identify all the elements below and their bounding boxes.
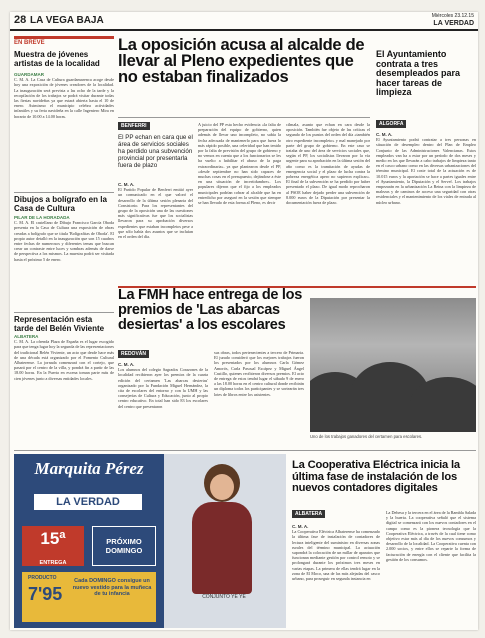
en-breve-label: EN BREVE [14, 36, 114, 46]
coop-col2: La Dehesa y la tercera en el área de la Rambla Salada y la huerta. La cooperativa señaló que el sistema digital se comenzará con los nuevos contadores en el campo como es la pionera tecnología que la Cooperativa Eléctrica, a través de la cual tiene como objetivo estar más al día de los nuevos consumos y desarrollo de la localidad. La Cooperativa cuenta con 2.000 socios, y entre ellos se reparte la forma de facturación de energía con el cliente que facilita la gestión de los consumos. [386, 510, 476, 562]
right-headline: El Ayuntamiento contrata a tres desempleados para hacer tareas de limpieza [376, 49, 461, 97]
brief3-title: Representación esta tarde del Belén Viviente [14, 312, 114, 333]
ad-price: 7'95 [28, 584, 63, 604]
brief1-text: C. M. A. La Casa de Cultura guardamarenca acoge desde hoy una exposición de jóvenes creadores de la localidad. La inauguración será prevista a las ocho de la tarde y la recopilación de los trabajos se podrá visitar durante todas las fiestas navideñas ya que estará abierta hasta el 10 de enero. Asimismo el municipio celebra actividades infantiles y su feria navideña en la calle Ingeniero Mira en horario de 10.00 a 14.00 horas. [14, 77, 114, 119]
ad-price-note: Cada DOMINGO consigue un nuevo vestido para la muñeca de tu infancia [72, 578, 152, 597]
newspaper-name: LA VERDAD [433, 20, 474, 27]
newspaper-page [10, 12, 478, 630]
divider [14, 450, 476, 451]
fmh-col2: sus obras, todos pertenecientes a tercero de Primaria. El jurado consideró que los mejores trabajos fueron los presentados por los alumnos Carla Gómez Amorós, Carla Pascual Escápez y Miguel Ángel Castillo, quienes recibieron diversos premios. El acto de entrega de estos tendrá lugar el sábado 9 de enero a las 18.00 horas en el centro cultural donde recibirán un diploma todos los participantes y se sortearán tres lotes de libros entre los asistentes. [214, 350, 304, 397]
main-place: BENFERRI [118, 122, 150, 130]
ad-delivery-num: 15ª [40, 529, 66, 548]
coop-col1 [292, 524, 380, 628]
doll-advertisement [14, 454, 286, 628]
fmh-col1 [118, 362, 208, 446]
brief1-body [14, 72, 114, 187]
ad-delivery-box [22, 526, 84, 566]
fmh-byline: C. M. A. [118, 362, 135, 367]
coop-headline: La Cooperativa Eléctrica inicia la última fase de instalación de los nuevos contadores digitales [292, 459, 460, 494]
right-text: El Ayuntamiento podrá contratar a tres personas en situación de desempleo dentro del Plan de Empleo Conjunto de las Administraciones Valencianas. Estos empleados van ha a estar por un período de dos meses y medio en los que llevarán a cabo trabajos de limpieza tanto en el casco urbano como en las diversas urbanizaciones del término municipal. El coste total de la actuación es de 10.015 euros y la aportación se hace a partes iguales entre el Ayuntamiento, la Diputación y el Servef. Los trabajos empezarán en la urbanización La Reina con la limpieza de malezas y de caminos de acceso una seguridad con otras residenciales y el mantenimiento de los viales de entrada al núcleo urbano. [376, 137, 476, 205]
main-deck: El PP echan en cara que el área de servicios sociales ha perdido una subvención provincial por presentarla fuera de plazo [118, 134, 193, 169]
brief1-title: Muestra de jóvenes artistas de la localidad [14, 50, 100, 68]
ad-delivery-label: ENTREGA [39, 560, 67, 566]
main-headline: La oposición acusa al alcalde de llevar al Pleno expedientes que no estaban finalizados [118, 36, 365, 86]
fmh-headline: La FMH hace entrega de los premios de 'Las abarcas desiertas' a los escolares [118, 287, 302, 333]
ad-newspaper: LA VERDAD [34, 494, 142, 510]
right-body [376, 132, 476, 282]
page-header [10, 12, 478, 31]
divider [118, 117, 370, 118]
ad-panel [14, 454, 164, 628]
fmh-place: REDOVÁN [118, 350, 149, 358]
brief3-text: C. M. A. La ofrenda Plaza de España es el lugar escogido para que tenga lugar hoy la segunda de las representaciones del tradicional Belén Viviente, un acto que desde hace más de una década está organizado por el Fomento Cultural Albaterense. La jornada comenzará con el cortejo, que pasará por el centro de la villa, y pondrá fin a partir de las 18.00 horas. En la Puerta en escena toman parte más de cien jóvenes junto a diversas entidades locales. [14, 339, 114, 381]
ad-price-label: PRODUCTO [28, 575, 57, 581]
ad-brand: Marquita Pérez [34, 459, 144, 478]
coop-col1-text: La Cooperativa Eléctrica Albaterense ha comenzado la última fase de instalación de contadores de lectura inteligente del suministro en diversas zonas rurales del término municipal. La actuación supondrá la colocación de un millar de aparatos que funcionan mediante gestión por control remoto y se prolongará durante los próximos tres meses en varias etapas. La primera de ellas tendrá lugar en la zona de El Moco, una de las más alejadas del casco urbano, para proseguir en segunda instancia en [292, 529, 380, 582]
brief2-place: PILAR DE LA HORADADA [14, 215, 70, 220]
main-col1 [118, 182, 193, 282]
brief2-text: C. M. A. El castellano de Dibujo Francisco García Oboda presenta en la Casa de Cultura una exposición de obras creadas a bolígrafo que se titula 'Bolígrafitas de Oboda'. El propio autor detalló en la inauguración que son 15 cuadros entre fechas de numerosos y diferentes temas que buscan crear un contraste entre luces y sombras además de darse de perspectiva a los mismos. La muestra podrá ser visitada hasta el próximo 5 de enero. [14, 220, 114, 262]
right-place: ALGORFA [376, 120, 406, 128]
doll-face [210, 474, 234, 500]
main-col3: cilmala, asunto que echan en cara desde la oposición. También fue objeto de las críticas el segundo de los puntos del orden del día «también otro expediente incompleto» y mal manejado por parte del grupo de gobierno. En este caso se trataba de uno del área de servicios sociales que, según el PP, los socialistas llevaron por la vía urgente para su aprobación en la última sesión del año como es la tramitación de ayudas de emergencia social y el plazo de lucha contra la pobreza energética apero no supieron explicar». El final de la subvención se ha perdido por haber presentado el plazo. De igual modo reprocharon al PSOE haber dejado perder una subvención de 8.000 euros de la Diputación por presentar la documentación fuera de plazo. [286, 122, 370, 206]
main-col1-text: El Partido Popular de Benferri emitió ayer un comunicado en el que valoró el desarrollo de la última sesión plenaria del Consistorio. Para los representantes del grupo de la oposición una de las cuestiones más significativas fue que los socialistas llevaron para su aprobación diversos expedientes que estaban incompletos pese a que sólo había dos asuntos que se incluían en el orden del día. [118, 187, 193, 240]
photo-figure [410, 377, 476, 432]
brief2-title: Dibujos a bolígrafo en la Casa de Cultura [14, 192, 114, 213]
page-number: 28 [14, 14, 27, 26]
main-col2: A juicio del PP esta hecho evidencia «la falta de preparación del equipo de gobierno, quien además de llevar uno incompleto, no sabía la fecha adecuada de mantenerlo para que fuera lo más rápido posible, una celeridad que han tenido por la falta de previsión del grupo de gobierno y no vemos en cuenta que a los funcionarios se les ha vuelto a habilitar el abuso de la paga extraordinaria». ya que plantearon desde el PP, «desde septiembre no han sido capaces de muchas cosas en el presupuesto, dejándose a éste en una situación de incertidumbre». Los populares dijeron que el fijo a los empleados municipales podrían cobrar al alcalde que ha en entredicho por aseguró en la sesión que siempre se han llevado de esta forma al Pleno, es decir [198, 122, 281, 206]
students-photo [310, 298, 476, 432]
ad-next: PRÓXIMO DOMINGO [92, 526, 156, 566]
right-byline: C. M. A. [376, 132, 393, 137]
fmh-photo-caption: Uno de los trabajos ganadores del certamen para escolares. [310, 434, 423, 439]
issue-date: Miércoles 23.12.15 [431, 13, 474, 19]
brief3-body [14, 334, 114, 446]
doll-dress [192, 502, 252, 594]
coop-byline: C. M. A. [292, 524, 309, 529]
ad-price-box [22, 572, 156, 622]
brief1-place: GUARDAMAR [14, 72, 44, 77]
coop-place: ALBATERA [292, 510, 325, 518]
main-byline: C. M. A. [118, 182, 135, 187]
brief2-body [14, 215, 114, 310]
brief3-place: ALBATERA [14, 334, 39, 339]
doll-image [182, 464, 262, 594]
doll-name: CONJUNTO YE YÉ [202, 594, 246, 600]
section-title: LA VEGA BAJA [30, 15, 104, 26]
fmh-col1-text: Los alumnos del colegio Sagrados Corazones de la localidad recibieron ayer los premios de la cuarta edición del certamen 'Las abarcas desiertas' organizado por la Fundación Miguel Hernández, la cita de escolares del entorno y con la UMH y las consejerías de Cultura y Educación, junto al propio centro educativo. En total han sido 83 los escolares del centro que presentaron [118, 367, 208, 409]
